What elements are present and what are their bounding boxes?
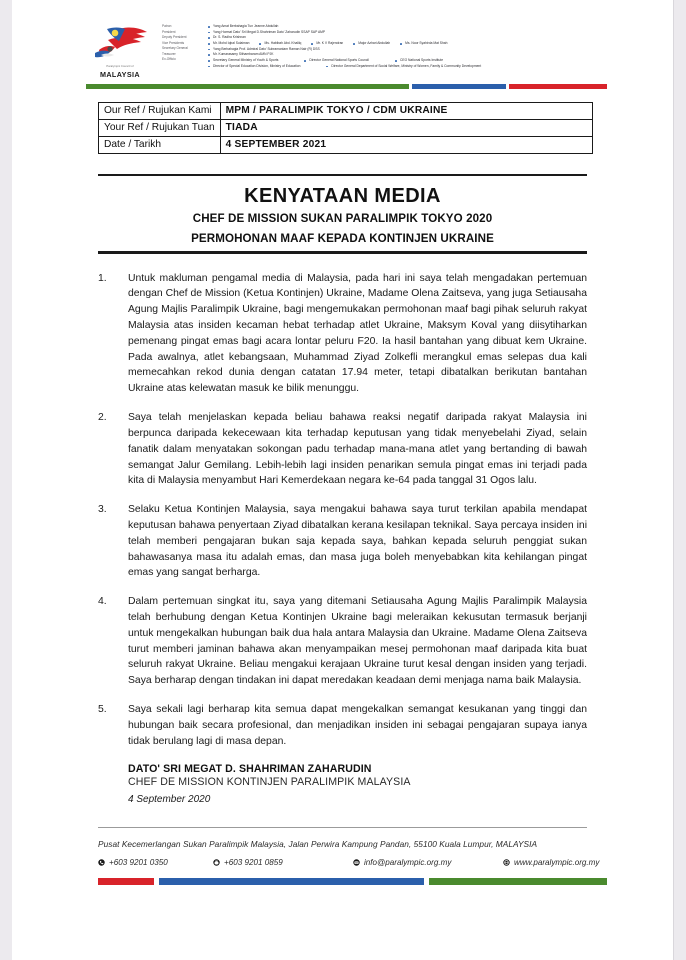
letterhead (12, 0, 673, 79)
document-body (98, 271, 587, 750)
page-title: KENYATAAN MEDIA (244, 184, 441, 207)
contact-phone-text: +603 9201 0350 (109, 857, 168, 867)
letterhead-color-rule (86, 84, 607, 89)
phone-icon (98, 859, 105, 866)
body-paragraph (98, 594, 587, 689)
malaysia-paralympic-wing-logo (86, 24, 150, 66)
officer-label: President (162, 29, 176, 34)
contact-fax[interactable] (213, 858, 353, 867)
footer-address: Pusat Kecemerlangan Sukan Paralimpik Malaysia, Jalan Perwira Kampung Pandan, 55100 Kuala Lumpur, MALAYSIA (98, 838, 538, 849)
officer-row (208, 64, 607, 70)
paragraph-text: Dalam pertemuan singkat itu, saya yang ditemani Setiausaha Agung Majlis Paralimpik Malaysia telah berhubung dengan Ketua Kontinjen Ukraine bagi meleraikan kekusutan termasuk berjanji untuk mengekalkan hubungan baik dua hala antara Malaysia dan Ukraine. Madame Olena Zaitseva turut memberi jaminan bahawa akan menyampaikan mesej permohonan maaf daripada kita buat seluruh rakyat Ukraine. Beliau mengakui kerajaan Ukraine turut kesal dengan insiden yang terjadi. Saya berharap dengan tindakan ini dapat meredakan keadaan demi menjaga nama baik Malaysia. (128, 596, 587, 687)
officer-labels (162, 24, 208, 69)
page-topic: PERMOHONAN MAAF KEPADA KONTINJEN UKRAINE (191, 231, 494, 245)
officer-label: Treasurer (162, 51, 176, 56)
contact-email[interactable] (353, 858, 503, 867)
rule-segment-green (86, 84, 409, 89)
officer-label: Vice Presidents (162, 40, 185, 45)
officer-name: Ms. Noor Syahirda Mat Shah (400, 41, 447, 47)
rule-segment-red (509, 84, 607, 89)
table-row (99, 119, 593, 136)
signature-block (128, 763, 587, 805)
paragraph-text: Selaku Ketua Kontinjen Malaysia, saya mengakui bahawa saya turut terkilan apabila mendapat keputusan bahawa penyertaan Ziyad dibatalkan kerana kesilapan teknikal. Saya percaya insiden ini telah memberi pengajaran bukan saja kepada saya, bahkan kepada seluruh penggiat sukan bahawasanya masa itu adalah emas, dan masa juga boleh menyebabkan kita kehilangan pingat emas yang sangat berharga. (128, 504, 587, 579)
officer-name: CEO National Sports Institute (395, 58, 443, 64)
document-page (12, 0, 674, 960)
title-rule-bottom (98, 251, 587, 254)
officer-label: Secretary General (162, 46, 188, 50)
officer-label: Deputy President (162, 35, 187, 39)
ref-label: Our Ref / Rujukan Kami (99, 102, 221, 119)
officer-label: Patron (162, 24, 172, 28)
footer-divider (98, 827, 587, 828)
logo-subtitle: Paralympic Council of (106, 65, 134, 68)
logo-wordmark: MALAYSIA (99, 69, 141, 79)
paragraph-number: 1. (98, 272, 107, 284)
contact-phone[interactable] (98, 858, 213, 867)
body-paragraph (98, 410, 587, 489)
footer-color-bar (98, 878, 607, 885)
officer-name: Director of Special Education Division, Ministry of Education (208, 64, 300, 70)
body-paragraph (98, 702, 587, 749)
bar-segment-red (98, 878, 154, 885)
footer-contacts (98, 858, 607, 867)
officer-name: Director General National Sports Council (304, 58, 369, 64)
officer-list (154, 22, 607, 69)
page-subtitle: CHEF DE MISSION SUKAN PARALIMPIK TOKYO 2020 (192, 211, 493, 225)
officer-names (208, 24, 607, 69)
officer-label: Ex-Officio (162, 57, 176, 61)
title-block (98, 174, 587, 254)
officer-name: Secretary General Ministry of Youth & Sports (208, 58, 278, 64)
paragraph-number: 3. (98, 504, 107, 516)
contact-website-text: www.paralympic.org.my (514, 857, 600, 867)
officer-name: Dr. S. Radha Krishnan (208, 35, 246, 41)
officer-name: Ms. Habibah Abd. Khalilq (259, 41, 301, 47)
envelope-icon (353, 859, 360, 866)
organization-logo (86, 22, 154, 79)
contact-email-text: info@paralympic.org.my (364, 857, 452, 867)
officer-name: Mr. Kumarasamy Sithambaram AMN PJK (208, 52, 273, 58)
ref-label: Date / Tarikh (99, 136, 221, 153)
officer-name: Yang Amat Berbahagia Tun Jeanne Abdullah (208, 24, 278, 30)
footer (98, 839, 607, 867)
paragraph-number: 2. (98, 412, 107, 424)
body-paragraph (98, 502, 587, 581)
signature-date: 4 September 2020 (128, 793, 211, 805)
paragraph-text: Saya sekali lagi berharap kita semua dapat mengekalkan semangat kesukanan yang tinggi dan hubungan baik secara profesional, dan menjadikan insiden ini sebagai pengajaran supaya ianya tidak berulang lagi di masa depan. (128, 704, 587, 747)
paragraph-number: 4. (98, 596, 107, 608)
ref-value: MPM / PARALIMPIK TOKYO / CDM UKRAINE (220, 102, 592, 119)
ref-value: TIADA (220, 119, 592, 136)
contact-fax-text: +603 9201 0859 (224, 857, 283, 867)
paragraph-text: Saya telah menjelaskan kepada beliau bahawa reaksi negatif daripada rakyat Malaysia ini berpunca daripada kekecewaan kita terhadap keputusan yang tidak menyebelahi Ziyad, selain fanatik dalam menyatakan sokongan padu terhadap mana-mana atlet yang bertanding di bawah semangat Jalur Gemilang. Lebih-lebih lagi insiden penarikan semula pingat emas ini terjadi pada kita di Malaysia menyambut Hari Kemerdekaan negara ke-64 pada tanggal 31 Ogos lalu. (128, 412, 587, 487)
officer-name: Mr. K V Rajendran (311, 41, 343, 47)
reference-table (98, 102, 593, 154)
body-paragraph (98, 271, 587, 398)
rule-segment-blue (412, 84, 506, 89)
signer-role: CHEF DE MISSION KONTINJEN PARALIMPIK MALAYSIA (128, 775, 411, 788)
table-row (99, 102, 593, 119)
table-row (99, 136, 593, 153)
officer-name: Mr. Mohd Iqbal Sulaiman (208, 41, 249, 47)
contact-website[interactable] (503, 858, 599, 867)
bar-segment-green (429, 878, 607, 885)
ref-label: Your Ref / Rujukan Tuan (99, 119, 221, 136)
officer-name: Director General Department of Social Welfare, Ministry of Women, Family & Community Development (326, 64, 481, 70)
bar-segment-blue (159, 878, 424, 885)
fax-icon (213, 859, 220, 866)
title-rule-top (98, 174, 587, 176)
ref-value: 4 SEPTEMBER 2021 (220, 136, 592, 153)
officer-name: Major Azhari Abdullah (353, 41, 390, 47)
officer-name: Yang Berbahagia Prof. Admiral Dato' Subramaniam Raman Nair (R) DSS (208, 47, 320, 53)
officer-name: Yang Hormat Dato' Sri Megat D.Shahriman Dato' Zaharudin SSAP SAP AMP (208, 30, 325, 36)
signer-name: DATO' SRI MEGAT D. SHAHRIMAN ZAHARUDIN (128, 762, 372, 775)
globe-icon (503, 859, 510, 866)
paragraph-text: Untuk makluman pengamal media di Malaysia, pada hari ini saya telah mengadakan pertemuan dengan Chef de Mission (Ketua Kontinjen) Ukraine, Madame Olena Zaitseva, yang juga Setiausaha Agung Majlis Paralimpik Ukraine, bagi mengemukakan permohonan maaf bagi pihak seluruh rakyat Malaysia atas insiden kecaman hebat terhadap atlet Ukraine, Maksym Koval yang diisytiharkan pemenang pingat emas bagi acara lontar peluru F20. Ia hasil bantahan yang dibuat kem Ukraine. Pada awalnya, atlet kebangsaan, Muhammad Ziyad Zolkefli merangkul emas selepas dua kali memecahkan rekod dunia dengan catatan 17.94 meter, tetapi dibatalkan berikutan bantahan Ukraine atas kelewatan masuk ke bilik menunggu. (128, 272, 587, 395)
paragraph-number: 5. (98, 704, 107, 716)
